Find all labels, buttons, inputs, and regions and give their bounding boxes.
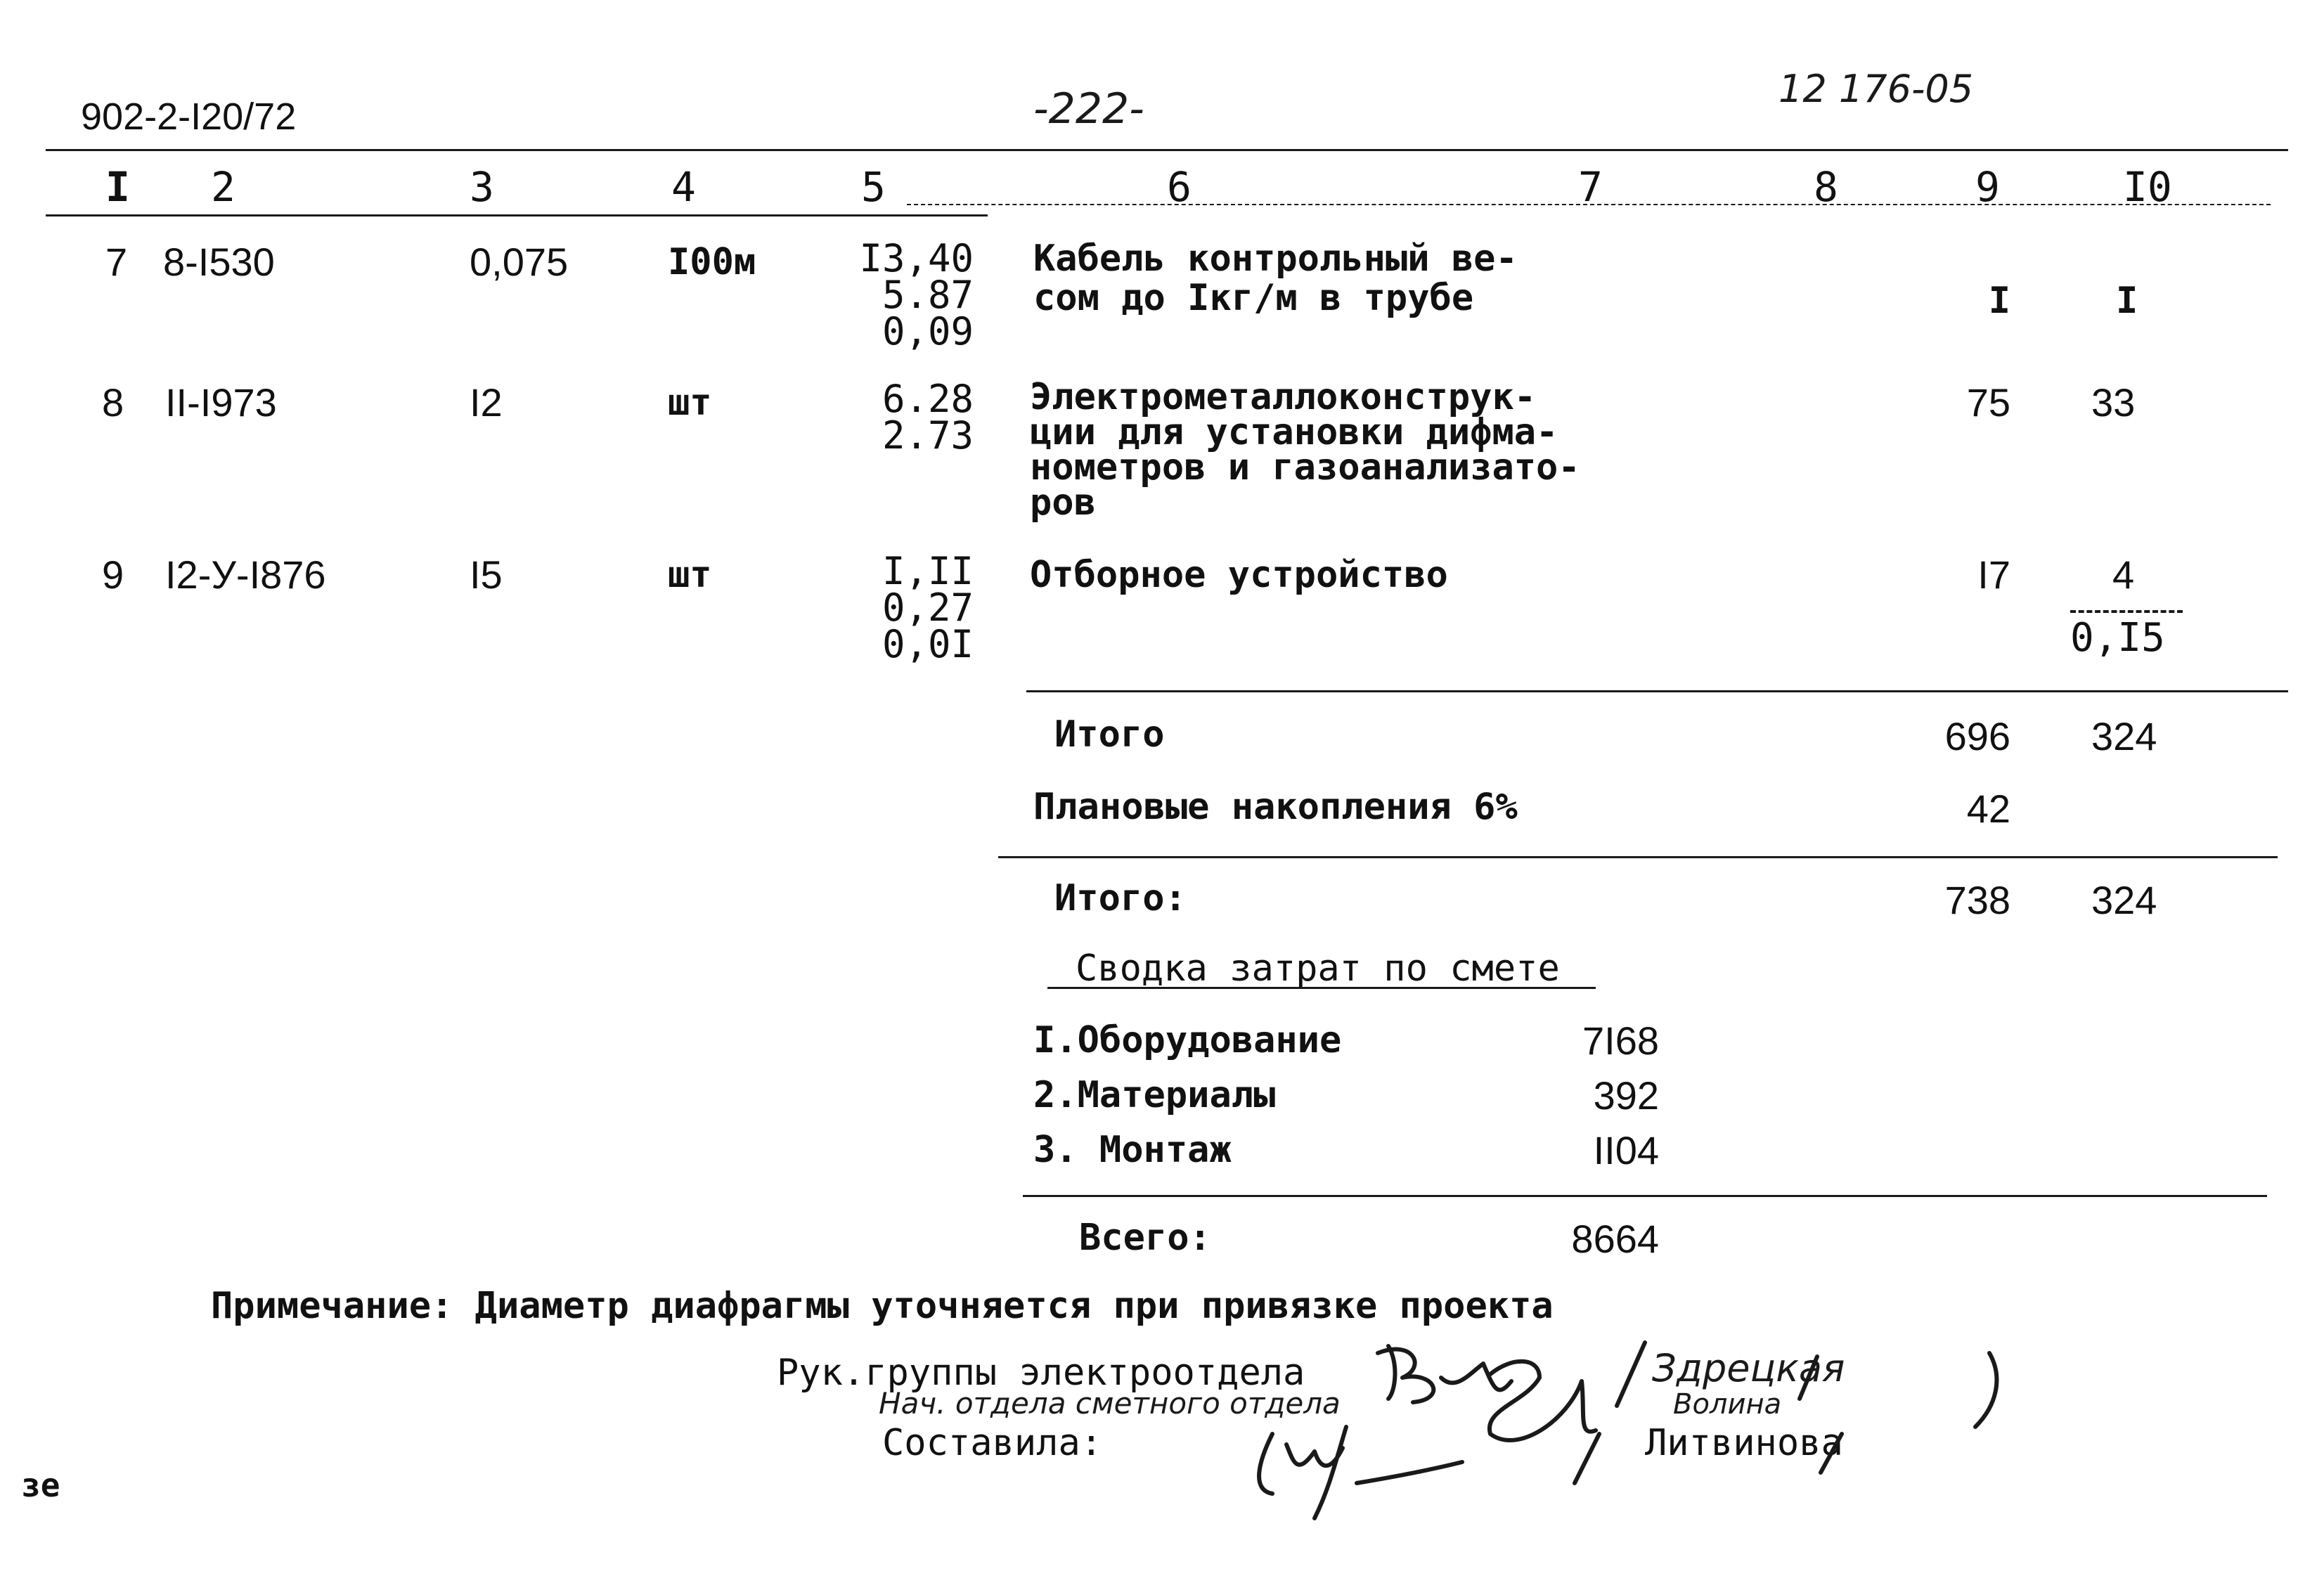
col-5: 5 (861, 163, 886, 211)
row8-price: 6.28 2.73 (882, 377, 974, 458)
row7-col10: I (2116, 280, 2138, 322)
row9-col10-bottom: 0,I5 (2070, 615, 2165, 661)
row7-number: 7 (105, 240, 128, 284)
row9-qty: I5 (470, 552, 503, 597)
row8-col9: 75 (1966, 380, 2010, 425)
signature-3 (1259, 1427, 1462, 1518)
col-2: 2 (211, 163, 235, 211)
row7-name: Кабель контрольный ве- сом до Iкг/м в трубе (1033, 238, 1518, 319)
summary-value-mounting: II04 (1593, 1128, 1659, 1172)
row9-number: 9 (102, 552, 124, 597)
col-7: 7 (1578, 163, 1603, 211)
plan-label: Плановые накопления 6% (1033, 786, 1518, 828)
col-1: I (105, 163, 130, 211)
summary-item-mounting: 3. Монтаж (1033, 1129, 1232, 1171)
itogo2-col9: 738 (1944, 878, 2010, 922)
row9-unit: шт (668, 554, 712, 596)
row9-price: I,II 0,27 0,0I (882, 549, 974, 666)
col-8: 8 (1814, 163, 1838, 211)
row7-price: I3,40 5.87 0,09 (859, 236, 974, 354)
plan-col9: 42 (1966, 787, 2010, 831)
itogo-label: Итого (1054, 713, 1165, 756)
row8-qty: I2 (470, 380, 503, 425)
row8-number: 8 (102, 380, 124, 425)
row8-unit: шт (668, 382, 712, 424)
itogo2-col10: 324 (2091, 878, 2157, 922)
margin-mark: зе (21, 1466, 60, 1504)
summary-title: Сводка затрат по смете (1076, 948, 1560, 990)
row9-code: I2-У-I876 (165, 552, 326, 597)
col-4: 4 (671, 163, 696, 211)
row7-unit: I00м (668, 241, 756, 283)
summary-value-equipment: 7I68 (1582, 1018, 1659, 1063)
row8-col10: 33 (2091, 380, 2136, 425)
col-10: I0 (2123, 163, 2172, 211)
page-number: -222- (1033, 84, 1144, 134)
signature-paren (1975, 1353, 1996, 1427)
total-label: Всего: (1079, 1217, 1211, 1259)
role-group-head: Рук.группы электроотдела (777, 1352, 1305, 1394)
summary-item-materials: 2.Материалы (1033, 1074, 1276, 1116)
role-dept-head-handwritten: Нач. отдела сметного отдела (879, 1386, 1341, 1421)
name-volina: Волина (1673, 1388, 1782, 1421)
signature-2 (1490, 1362, 1596, 1440)
total-value: 8664 (1571, 1217, 1659, 1261)
name-litvinova: Литвинова (1645, 1422, 1843, 1464)
row7-col9: I (1988, 280, 2010, 322)
name-zdretskaya: Здрецкая (1652, 1346, 1845, 1390)
row8-name: Электрометаллоконструк- ции для установки дифма- нометров и газоанализато- ров (1030, 376, 1580, 524)
summary-value-materials: 392 (1593, 1073, 1659, 1118)
row7-qty: 0,075 (470, 240, 569, 284)
itogo-col9: 696 (1944, 714, 2010, 758)
itogo-col10: 324 (2091, 714, 2157, 758)
signature-slashes (1575, 1343, 1842, 1483)
row8-code: II-I973 (165, 380, 277, 425)
summary-item-equipment: I.Оборудование (1033, 1019, 1342, 1061)
col-9: 9 (1975, 163, 2000, 211)
col-3: 3 (470, 163, 494, 211)
archive-ref: 12 176-05 (1778, 67, 1974, 111)
role-compiled-by: Составила: (882, 1422, 1103, 1464)
row7-code: 8-I530 (163, 240, 275, 284)
col-6: 6 (1167, 163, 1192, 211)
itogo2-label: Итого: (1054, 877, 1187, 919)
row9-col10-top: 4 (2112, 552, 2135, 597)
doc-code: 902-2-I20/72 (81, 96, 297, 138)
note: Примечание: Диаметр диафрагмы уточняется при привязке проекта (211, 1285, 1554, 1327)
row9-name: Отборное устройство (1030, 554, 1448, 596)
row9-col9: I7 (1977, 552, 2010, 597)
